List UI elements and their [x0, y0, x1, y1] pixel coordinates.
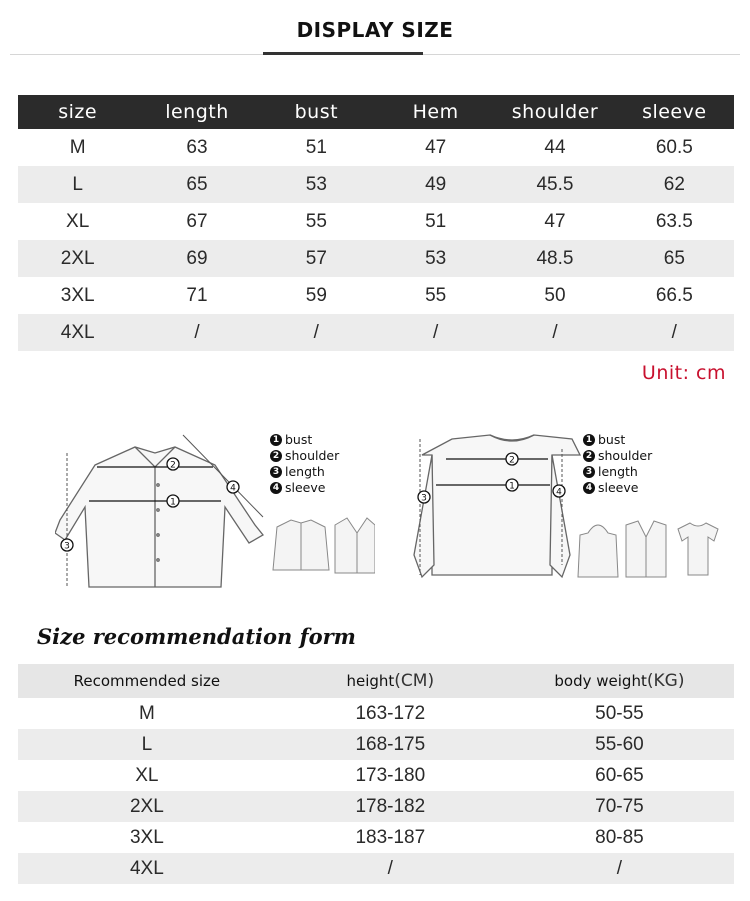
table-row	[18, 240, 734, 277]
marker-4	[227, 481, 239, 494]
table-cell: 55-60	[505, 729, 734, 760]
number-4-icon: 4	[270, 482, 282, 494]
table-cell: 4XL	[18, 314, 137, 351]
weight-label: body weight	[554, 672, 647, 690]
table-cell: 3XL	[129, 826, 164, 848]
table-cell: 66.5	[655, 284, 693, 306]
table-row	[18, 277, 734, 314]
legend-label: sleeve	[598, 480, 639, 495]
marker-1	[506, 479, 518, 492]
number-1-icon: 1	[270, 434, 282, 446]
table-cell: 70-75	[505, 791, 734, 822]
table-cell: 65	[137, 166, 256, 203]
col-header-shoulder: shoulder	[495, 95, 614, 129]
table-cell: 65	[615, 240, 734, 277]
marker-2	[167, 458, 179, 471]
col-header-recommended-size: Recommended size	[18, 664, 276, 698]
table-cell: 50	[544, 284, 566, 306]
table-cell: /	[615, 314, 734, 351]
table-cell: 59	[305, 284, 327, 306]
col-header-weight	[505, 664, 734, 698]
page-title: DISPLAY SIZE	[296, 18, 454, 42]
table-row	[18, 203, 734, 240]
table-cell: 2XL	[18, 791, 276, 822]
table-cell: 63.5	[655, 210, 693, 232]
table-cell: 4XL	[18, 853, 276, 884]
table-cell: 57	[257, 240, 376, 277]
legend-item	[583, 432, 652, 448]
jacket-thumbnail-icon	[273, 520, 329, 570]
table-cell: /	[257, 314, 376, 351]
table-cell: 3XL	[60, 284, 95, 306]
legend-item	[583, 480, 652, 496]
table-cell: 60-65	[595, 764, 644, 786]
col-header-bust: bust	[257, 95, 376, 129]
size-table-header	[18, 95, 734, 129]
unit-label: Unit: cm	[641, 362, 726, 384]
marker-4-label: 4	[230, 483, 236, 494]
table-cell: 163-172	[355, 702, 426, 724]
col-header-sleeve: sleeve	[615, 95, 734, 129]
table-cell: /	[495, 314, 614, 351]
table-cell: 69	[137, 240, 256, 277]
recommendation-table	[18, 664, 734, 884]
table-cell: 168-175	[276, 729, 505, 760]
legend-label: sleeve	[285, 480, 326, 495]
legend-item	[270, 432, 339, 448]
col-header-height	[276, 664, 505, 698]
legend-label: shoulder	[285, 448, 340, 463]
weight-unit: (KG)	[646, 671, 685, 691]
right-legend	[583, 432, 652, 496]
hoodie-thumbnail-icon	[578, 525, 618, 577]
table-row	[18, 853, 734, 884]
table-cell: 62	[615, 166, 734, 203]
legend-label: length	[598, 464, 638, 479]
number-2-icon: 2	[583, 450, 595, 462]
table-row	[18, 760, 734, 791]
number-2-icon: 2	[270, 450, 282, 462]
table-row	[18, 698, 734, 729]
table-cell: /	[505, 853, 734, 884]
col-header-length: length	[137, 95, 256, 129]
table-cell: /	[137, 314, 256, 351]
marker-3	[61, 539, 73, 552]
table-cell: XL	[66, 210, 90, 232]
recommendation-table-header	[18, 664, 734, 698]
marker-1-label: 1	[509, 481, 515, 492]
table-cell: 71	[186, 284, 208, 306]
table-cell: 50-55	[595, 702, 644, 724]
marker-3-label: 3	[421, 493, 427, 504]
table-cell: M	[69, 136, 86, 158]
marker-2	[506, 453, 518, 466]
col-header-size: size	[18, 95, 137, 129]
height-unit: (CM)	[394, 671, 435, 691]
table-row	[18, 314, 734, 351]
legend-item	[583, 464, 652, 480]
marker-3-label: 3	[64, 541, 70, 552]
blazer-thumbnail-icon	[335, 518, 375, 573]
legend-item	[270, 448, 339, 464]
table-cell: 51	[425, 210, 447, 232]
size-table	[18, 95, 734, 351]
cardigan-thumbnail-icon	[626, 521, 666, 577]
legend-label: shoulder	[598, 448, 653, 463]
table-cell: 45.5	[495, 166, 614, 203]
marker-1-label: 1	[170, 497, 176, 508]
table-cell: 173-180	[355, 764, 426, 786]
marker-3	[418, 491, 430, 504]
table-cell: 67	[186, 210, 208, 232]
table-cell: /	[376, 314, 495, 351]
table-cell: 48.5	[495, 240, 614, 277]
marker-4	[553, 485, 565, 498]
table-cell: 80-85	[595, 826, 644, 848]
table-row	[18, 729, 734, 760]
tshirt-thumbnail-icon	[678, 523, 718, 575]
legend-label: length	[285, 464, 325, 479]
table-cell: XL	[135, 764, 159, 786]
legend-label: bust	[285, 432, 313, 447]
table-cell: 49	[376, 166, 495, 203]
table-row	[18, 166, 734, 203]
col-header-hem: Hem	[376, 95, 495, 129]
table-cell: /	[276, 853, 505, 884]
table-cell: 183-187	[355, 826, 426, 848]
table-cell: 44	[544, 136, 566, 158]
table-cell: 178-182	[276, 791, 505, 822]
marker-4-label: 4	[556, 487, 562, 498]
table-cell: 55	[305, 210, 327, 232]
left-legend	[270, 432, 339, 496]
number-1-icon: 1	[583, 434, 595, 446]
title-area	[0, 0, 750, 60]
sweater-measurement-diagram	[412, 425, 722, 595]
table-cell: 60.5	[655, 136, 693, 158]
recommendation-title: Size recommendation form	[37, 624, 356, 649]
number-4-icon: 4	[583, 482, 595, 494]
marker-2-label: 2	[509, 455, 515, 466]
table-cell: 51	[305, 136, 327, 158]
table-cell: 53	[257, 166, 376, 203]
table-cell: L	[18, 729, 276, 760]
legend-label: bust	[598, 432, 626, 447]
table-cell: 53	[376, 240, 495, 277]
height-label: height	[346, 672, 395, 690]
marker-2-label: 2	[170, 460, 176, 471]
table-cell: 63	[186, 136, 208, 158]
table-cell: 47	[425, 136, 447, 158]
legend-item	[270, 480, 339, 496]
legend-item	[270, 464, 339, 480]
legend-item	[583, 448, 652, 464]
table-row	[18, 129, 734, 166]
table-cell: 47	[544, 210, 566, 232]
table-cell: 55	[425, 284, 447, 306]
table-row	[18, 791, 734, 822]
title-underline	[263, 52, 423, 55]
table-cell: L	[18, 166, 137, 203]
table-row	[18, 822, 734, 853]
number-3-icon: 3	[583, 466, 595, 478]
table-cell: 2XL	[18, 240, 137, 277]
number-3-icon: 3	[270, 466, 282, 478]
table-cell: M	[138, 702, 155, 724]
marker-1	[167, 495, 179, 508]
